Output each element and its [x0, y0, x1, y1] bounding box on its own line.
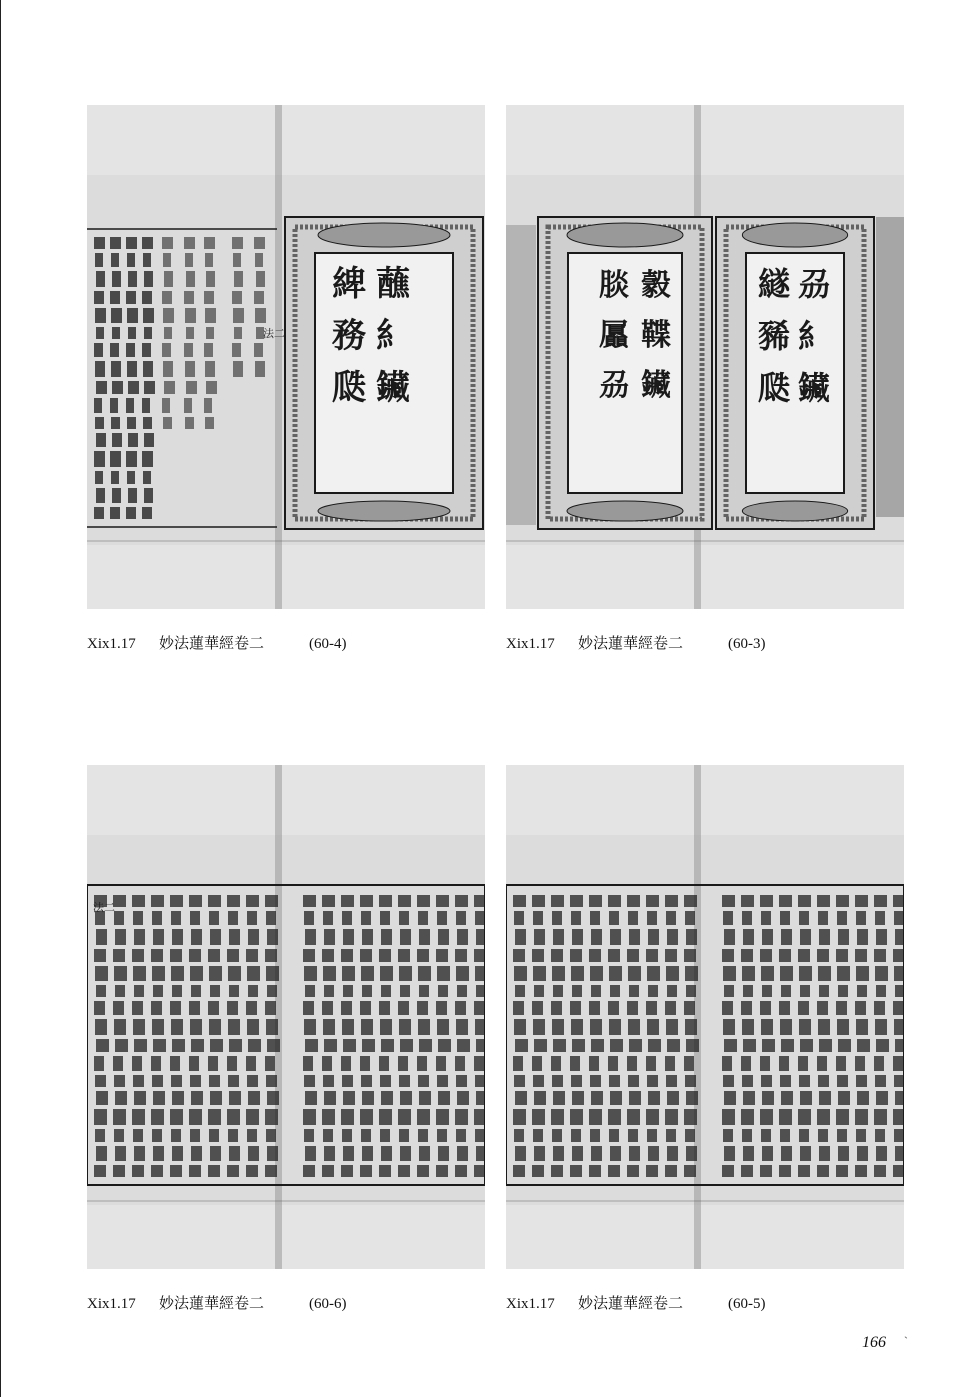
caption-id: Xix1.17: [506, 636, 555, 652]
cartouche-glyph: 豰: [641, 268, 671, 303]
cartouche-glyph: 刕: [797, 265, 831, 303]
scan-panel-60-5: [506, 765, 904, 1269]
paper-background: [87, 765, 485, 1269]
cartouche-glyph: 蘸: [376, 264, 410, 304]
cartouche-text-left-col2: [641, 268, 671, 403]
caption-number: (60-6): [309, 1296, 347, 1312]
fold-shadow: [694, 765, 701, 1269]
cartouche-glyph: 繸: [757, 265, 791, 303]
cartouche-glyph: 糹: [797, 317, 831, 355]
fold-shadow: [275, 105, 282, 609]
caption-number: (60-4): [309, 636, 347, 652]
caption-title: 妙法蓮華經卷二: [159, 636, 265, 652]
cartouche-text-left: [331, 264, 367, 408]
cartouche-text-right: [376, 264, 411, 408]
scan-image-60-5: [506, 765, 904, 1269]
bottom-margin: [87, 1205, 485, 1269]
caption-60-6: [87, 1292, 347, 1313]
top-margin: [87, 105, 485, 175]
caption-number: (60-5): [728, 1296, 766, 1312]
top-margin: [506, 105, 904, 175]
ornament-edge: [506, 225, 536, 525]
paper-background: [506, 765, 904, 1269]
margin-note: 法二: [263, 327, 285, 340]
cartouche-text-right-col2: [798, 265, 830, 407]
scan-image-60-6: [87, 765, 485, 1269]
page-number: 166: [862, 1334, 886, 1351]
cartouche-frame-right: [716, 217, 874, 529]
margin-note: 法二: [93, 901, 115, 914]
caption-title: 妙法蓮華經卷二: [159, 1296, 265, 1312]
cartouche-glyph: 瓞: [332, 368, 366, 408]
cartouche-glyph: 腅: [599, 268, 629, 303]
top-margin: [87, 765, 485, 835]
bottom-margin: [506, 1205, 904, 1269]
cartouche-glyph: 綼: [332, 264, 366, 304]
scan-image-60-4: [87, 105, 485, 609]
cartouche-glyph: 鑶: [641, 368, 671, 403]
scan-panel-60-6: [87, 765, 485, 1269]
scan-image-60-3: [506, 105, 904, 609]
caption-title: 妙法蓮華經卷二: [578, 636, 684, 652]
top-margin: [506, 765, 904, 835]
cartouche-glyph: 豨: [757, 317, 791, 355]
bottom-margin: [506, 545, 904, 609]
fold-shadow: [275, 765, 282, 1269]
cartouche-glyph: 屭: [599, 318, 629, 353]
cartouche-glyph: 務: [332, 316, 366, 356]
page-mark: ˋ: [904, 1334, 908, 1348]
caption-60-5: [506, 1292, 766, 1313]
cartouche-glyph: 刕: [599, 368, 629, 403]
cartouche-glyph: 鞢: [641, 318, 671, 353]
page-edge-line: [0, 0, 1, 1397]
cartouche-glyph: 糹: [376, 316, 410, 356]
caption-number: (60-3): [728, 636, 766, 652]
caption-60-3: [506, 632, 766, 653]
caption-id: Xix1.17: [87, 636, 136, 652]
illustration-edge: [876, 217, 904, 517]
cartouche-glyph: 鑶: [797, 369, 831, 407]
bottom-margin: [87, 545, 485, 609]
cartouche-text-right-col1: [758, 265, 791, 407]
caption-title: 妙法蓮華經卷二: [578, 1296, 684, 1312]
caption-id: Xix1.17: [87, 1296, 136, 1312]
scan-panel-60-4: [87, 105, 485, 609]
cartouche-glyph: 瓞: [757, 369, 791, 407]
cartouche-glyph: 鑶: [376, 368, 410, 408]
caption-id: Xix1.17: [506, 1296, 555, 1312]
cartouche-text-left-col1: [599, 268, 630, 403]
scan-panel-60-3: [506, 105, 904, 609]
caption-60-4: [87, 632, 347, 653]
